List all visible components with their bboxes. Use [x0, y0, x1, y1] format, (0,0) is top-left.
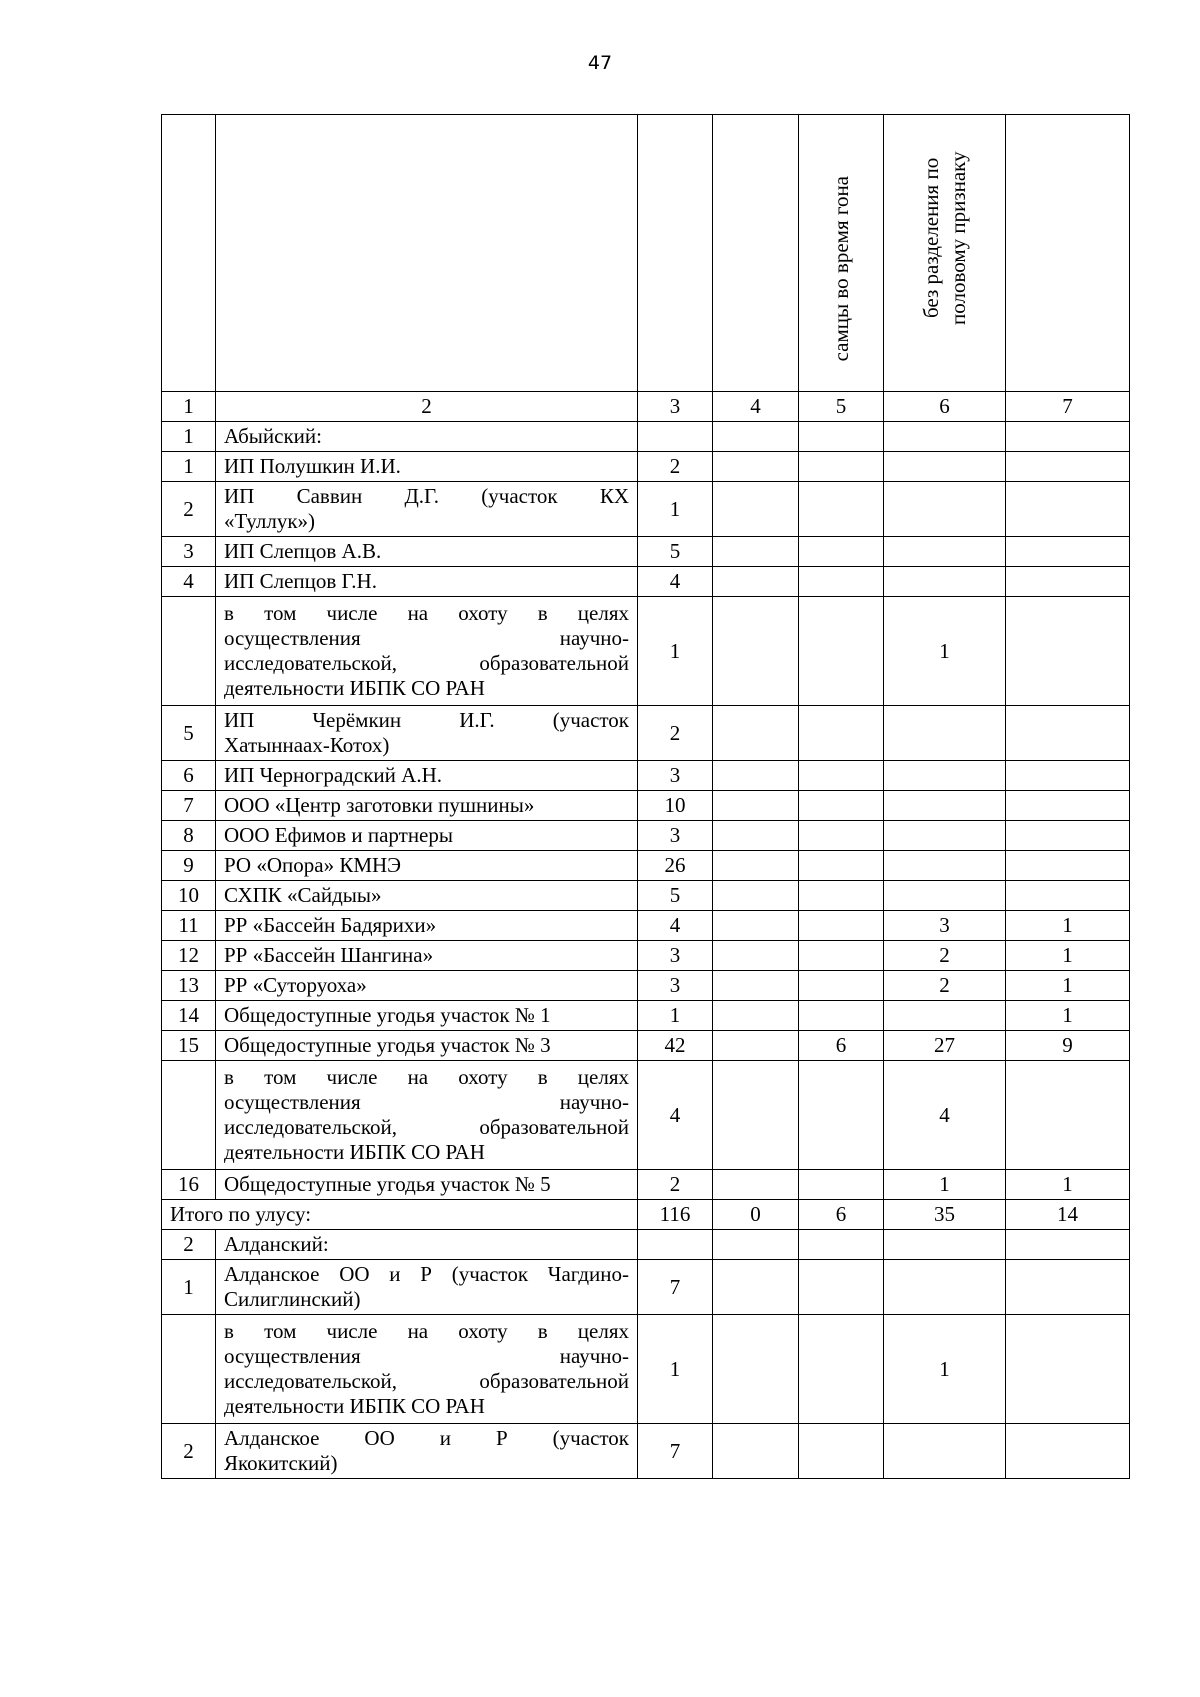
- value-cell-7: 1: [1006, 1001, 1130, 1031]
- row-name-line: деятельности ИБПК СО РАН: [224, 1140, 485, 1164]
- value-cell-4: [713, 1170, 799, 1200]
- value-cell-3: 42: [638, 1031, 713, 1061]
- value-cell-7: [1006, 1061, 1130, 1170]
- row-name-line: в том числе на охоту в целях: [224, 1319, 629, 1343]
- row-name-line: исследовательской, образовательной: [224, 1369, 629, 1393]
- value-cell-5: [799, 761, 884, 791]
- value-cell-7: [1006, 1315, 1130, 1424]
- row-name: [216, 482, 638, 537]
- col-number: 7: [1006, 392, 1130, 422]
- column-number-row: [162, 392, 1130, 422]
- value-cell-3: 4: [638, 1061, 713, 1170]
- row-number: [162, 1315, 216, 1424]
- value-cell-6: [884, 761, 1006, 791]
- value-cell-5: 6: [799, 1031, 884, 1061]
- value-cell-4: [713, 1315, 799, 1424]
- value-cell-5: [799, 537, 884, 567]
- table-row: [162, 1061, 1130, 1170]
- header-cell-7: [1006, 115, 1130, 392]
- value-cell-3: 3: [638, 821, 713, 851]
- table-row: [162, 482, 1130, 537]
- value-cell-7: [1006, 1230, 1130, 1260]
- value-cell-6: 35: [884, 1200, 1006, 1230]
- table-row: [162, 567, 1130, 597]
- row-name-line: деятельности ИБПК СО РАН: [224, 1394, 485, 1418]
- row-number: 16: [162, 1170, 216, 1200]
- row-number: 2: [162, 1230, 216, 1260]
- value-cell-3: 7: [638, 1424, 713, 1479]
- value-cell-7: [1006, 1424, 1130, 1479]
- row-number: 10: [162, 881, 216, 911]
- value-cell-5: [799, 706, 884, 761]
- row-name: Алданский:: [216, 1230, 638, 1260]
- value-cell-4: [713, 911, 799, 941]
- value-cell-5: [799, 452, 884, 482]
- value-cell-7: [1006, 821, 1130, 851]
- value-cell-6: 1: [884, 597, 1006, 706]
- value-cell-5: 6: [799, 1200, 884, 1230]
- col-number: 2: [216, 392, 638, 422]
- row-name-line: осуществления научно-: [224, 626, 629, 650]
- row-name: [216, 1424, 638, 1479]
- value-cell-5: [799, 881, 884, 911]
- value-cell-7: [1006, 537, 1130, 567]
- total-label: Итого по улусу:: [162, 1200, 638, 1230]
- row-name: ИП Слепцов Г.Н.: [216, 567, 638, 597]
- row-name: [216, 1061, 638, 1170]
- row-number: 1: [162, 452, 216, 482]
- total-row: [162, 1200, 1130, 1230]
- value-cell-6: [884, 706, 1006, 761]
- header-cell-2: [216, 115, 638, 392]
- table-row: [162, 761, 1130, 791]
- col-number: 3: [638, 392, 713, 422]
- value-cell-5: [799, 597, 884, 706]
- col-number: 5: [799, 392, 884, 422]
- value-cell-7: 1: [1006, 971, 1130, 1001]
- value-cell-3: 7: [638, 1260, 713, 1315]
- value-cell-5: [799, 1170, 884, 1200]
- value-cell-3: 2: [638, 452, 713, 482]
- row-number: 1: [162, 1260, 216, 1315]
- header-cell-3: [638, 115, 713, 392]
- header-cell-1: [162, 115, 216, 392]
- row-name: РР «Бассейн Шангина»: [216, 941, 638, 971]
- value-cell-7: [1006, 706, 1130, 761]
- value-cell-5: [799, 791, 884, 821]
- row-name: [216, 597, 638, 706]
- row-name-line: Алданское ОО и Р (участок Чагдино-: [224, 1262, 629, 1286]
- row-number: 1: [162, 422, 216, 452]
- row-name: Общедоступные угодья участок № 1: [216, 1001, 638, 1031]
- value-cell-6: [884, 881, 1006, 911]
- row-name: ООО «Центр заготовки пушнины»: [216, 791, 638, 821]
- table-row: [162, 1001, 1130, 1031]
- value-cell-6: [884, 1001, 1006, 1031]
- row-name: [216, 1315, 638, 1424]
- value-cell-3: 26: [638, 851, 713, 881]
- value-cell-4: [713, 597, 799, 706]
- value-cell-5: [799, 422, 884, 452]
- table-row: [162, 597, 1130, 706]
- value-cell-4: [713, 537, 799, 567]
- value-cell-6: 27: [884, 1031, 1006, 1061]
- value-cell-5: [799, 567, 884, 597]
- value-cell-7: [1006, 452, 1130, 482]
- table-row: [162, 941, 1130, 971]
- row-number: 12: [162, 941, 216, 971]
- value-cell-3: 1: [638, 597, 713, 706]
- value-cell-5: [799, 1424, 884, 1479]
- row-name-line: ИП Саввин Д.Г. (участок КХ: [224, 484, 629, 508]
- row-number: 2: [162, 1424, 216, 1479]
- row-name-line: «Туллук»): [224, 509, 316, 533]
- value-cell-4: [713, 941, 799, 971]
- row-name-line: в том числе на охоту в целях: [224, 1065, 629, 1089]
- value-cell-3: 5: [638, 537, 713, 567]
- value-cell-4: [713, 791, 799, 821]
- value-cell-6: [884, 1260, 1006, 1315]
- value-cell-4: [713, 1001, 799, 1031]
- value-cell-6: [884, 791, 1006, 821]
- value-cell-3: 1: [638, 1001, 713, 1031]
- table-row: [162, 911, 1130, 941]
- row-number: 6: [162, 761, 216, 791]
- header-col5-text: самцы во время гона: [828, 175, 853, 361]
- value-cell-4: [713, 851, 799, 881]
- row-name: [216, 1260, 638, 1315]
- row-number: 14: [162, 1001, 216, 1031]
- value-cell-7: [1006, 567, 1130, 597]
- value-cell-4: [713, 881, 799, 911]
- table-row: [162, 1260, 1130, 1315]
- value-cell-4: [713, 567, 799, 597]
- value-cell-3: 4: [638, 911, 713, 941]
- table-row: [162, 1170, 1130, 1200]
- value-cell-5: [799, 1315, 884, 1424]
- header-cell-6: [884, 115, 1006, 392]
- table-row: [162, 537, 1130, 567]
- row-number: 4: [162, 567, 216, 597]
- value-cell-5: [799, 1001, 884, 1031]
- row-number: 3: [162, 537, 216, 567]
- data-table: [161, 114, 1130, 1479]
- value-cell-7: 1: [1006, 911, 1130, 941]
- value-cell-6: 4: [884, 1061, 1006, 1170]
- value-cell-3: 5: [638, 881, 713, 911]
- value-cell-5: [799, 971, 884, 1001]
- value-cell-7: [1006, 482, 1130, 537]
- header-cell-5: [799, 115, 884, 392]
- row-name-line: Силиглинский): [224, 1287, 361, 1311]
- value-cell-6: [884, 537, 1006, 567]
- table-row: [162, 851, 1130, 881]
- row-number: 7: [162, 791, 216, 821]
- col-number: 6: [884, 392, 1006, 422]
- value-cell-5: [799, 482, 884, 537]
- row-number: 5: [162, 706, 216, 761]
- table-row: [162, 1230, 1130, 1260]
- value-cell-3: 2: [638, 1170, 713, 1200]
- table-row: [162, 791, 1130, 821]
- row-name: ИП Слепцов А.В.: [216, 537, 638, 567]
- page-number: 47: [587, 52, 613, 74]
- row-name: ИП Полушкин И.И.: [216, 452, 638, 482]
- row-name-line: Алданское ОО и Р (участок: [224, 1426, 629, 1450]
- row-number: 9: [162, 851, 216, 881]
- value-cell-6: [884, 1424, 1006, 1479]
- row-name: РО «Опора» КМНЭ: [216, 851, 638, 881]
- row-name-line: Хатыннаах-Котох): [224, 733, 390, 757]
- value-cell-7: [1006, 791, 1130, 821]
- row-name: ООО Ефимов и партнеры: [216, 821, 638, 851]
- value-cell-3: [638, 1230, 713, 1260]
- row-name-line: осуществления научно-: [224, 1344, 629, 1368]
- value-cell-4: [713, 1230, 799, 1260]
- value-cell-5: [799, 851, 884, 881]
- row-name-line: исследовательской, образовательной: [224, 1115, 629, 1139]
- value-cell-4: [713, 482, 799, 537]
- row-name: ИП Черноградский А.Н.: [216, 761, 638, 791]
- value-cell-5: [799, 911, 884, 941]
- value-cell-6: 3: [884, 911, 1006, 941]
- value-cell-4: 0: [713, 1200, 799, 1230]
- value-cell-5: [799, 941, 884, 971]
- value-cell-6: [884, 482, 1006, 537]
- value-cell-6: 2: [884, 941, 1006, 971]
- table-row: [162, 971, 1130, 1001]
- value-cell-6: 1: [884, 1170, 1006, 1200]
- table-row: [162, 1031, 1130, 1061]
- value-cell-7: [1006, 881, 1130, 911]
- value-cell-5: [799, 1260, 884, 1315]
- row-name-line: Якокитский): [224, 1451, 338, 1475]
- row-name: Общедоступные угодья участок № 3: [216, 1031, 638, 1061]
- value-cell-4: [713, 1031, 799, 1061]
- row-name: Абыйский:: [216, 422, 638, 452]
- value-cell-4: [713, 1260, 799, 1315]
- row-name: РР «Суторуоха»: [216, 971, 638, 1001]
- row-name: Общедоступные угодья участок № 5: [216, 1170, 638, 1200]
- value-cell-7: 1: [1006, 1170, 1130, 1200]
- value-cell-7: [1006, 761, 1130, 791]
- row-number: [162, 597, 216, 706]
- value-cell-5: [799, 1230, 884, 1260]
- value-cell-3: 10: [638, 791, 713, 821]
- value-cell-4: [713, 706, 799, 761]
- value-cell-7: 9: [1006, 1031, 1130, 1061]
- value-cell-4: [713, 452, 799, 482]
- row-number: 15: [162, 1031, 216, 1061]
- value-cell-3: 1: [638, 1315, 713, 1424]
- value-cell-7: [1006, 597, 1130, 706]
- value-cell-4: [713, 1061, 799, 1170]
- value-cell-7: [1006, 851, 1130, 881]
- row-name-line: исследовательской, образовательной: [224, 651, 629, 675]
- value-cell-5: [799, 821, 884, 851]
- header-cell-4: [713, 115, 799, 392]
- table-header-row: [162, 115, 1130, 392]
- value-cell-3: 3: [638, 761, 713, 791]
- table-row: [162, 821, 1130, 851]
- value-cell-3: 3: [638, 971, 713, 1001]
- value-cell-6: 1: [884, 1315, 1006, 1424]
- table-row: [162, 452, 1130, 482]
- value-cell-6: [884, 567, 1006, 597]
- row-number: 8: [162, 821, 216, 851]
- row-number: 11: [162, 911, 216, 941]
- value-cell-3: 1: [638, 482, 713, 537]
- table-row: [162, 422, 1130, 452]
- value-cell-6: [884, 851, 1006, 881]
- table-row: [162, 706, 1130, 761]
- header-col6-text: без разделения по половому признаку: [918, 151, 970, 325]
- value-cell-4: [713, 422, 799, 452]
- value-cell-3: 2: [638, 706, 713, 761]
- row-name: РР «Бассейн Бадярихи»: [216, 911, 638, 941]
- row-number: [162, 1061, 216, 1170]
- row-name: [216, 706, 638, 761]
- value-cell-7: 14: [1006, 1200, 1130, 1230]
- value-cell-7: 1: [1006, 941, 1130, 971]
- row-name-line: в том числе на охоту в целях: [224, 601, 629, 625]
- col-number: 1: [162, 392, 216, 422]
- table-row: [162, 1315, 1130, 1424]
- value-cell-4: [713, 1424, 799, 1479]
- value-cell-6: [884, 1230, 1006, 1260]
- row-name-line: осуществления научно-: [224, 1090, 629, 1114]
- value-cell-4: [713, 761, 799, 791]
- row-name: СХПК «Сайдыы»: [216, 881, 638, 911]
- row-name-line: деятельности ИБПК СО РАН: [224, 676, 485, 700]
- value-cell-5: [799, 1061, 884, 1170]
- row-number: 13: [162, 971, 216, 1001]
- value-cell-3: 4: [638, 567, 713, 597]
- value-cell-6: 2: [884, 971, 1006, 1001]
- value-cell-3: 3: [638, 941, 713, 971]
- value-cell-7: [1006, 422, 1130, 452]
- value-cell-3: [638, 422, 713, 452]
- value-cell-6: [884, 452, 1006, 482]
- value-cell-6: [884, 422, 1006, 452]
- value-cell-3: 116: [638, 1200, 713, 1230]
- table-row: [162, 881, 1130, 911]
- row-number: 2: [162, 482, 216, 537]
- table-row: [162, 1424, 1130, 1479]
- row-name-line: ИП Черёмкин И.Г. (участок: [224, 708, 629, 732]
- value-cell-7: [1006, 1260, 1130, 1315]
- value-cell-6: [884, 821, 1006, 851]
- value-cell-4: [713, 821, 799, 851]
- col-number: 4: [713, 392, 799, 422]
- value-cell-4: [713, 971, 799, 1001]
